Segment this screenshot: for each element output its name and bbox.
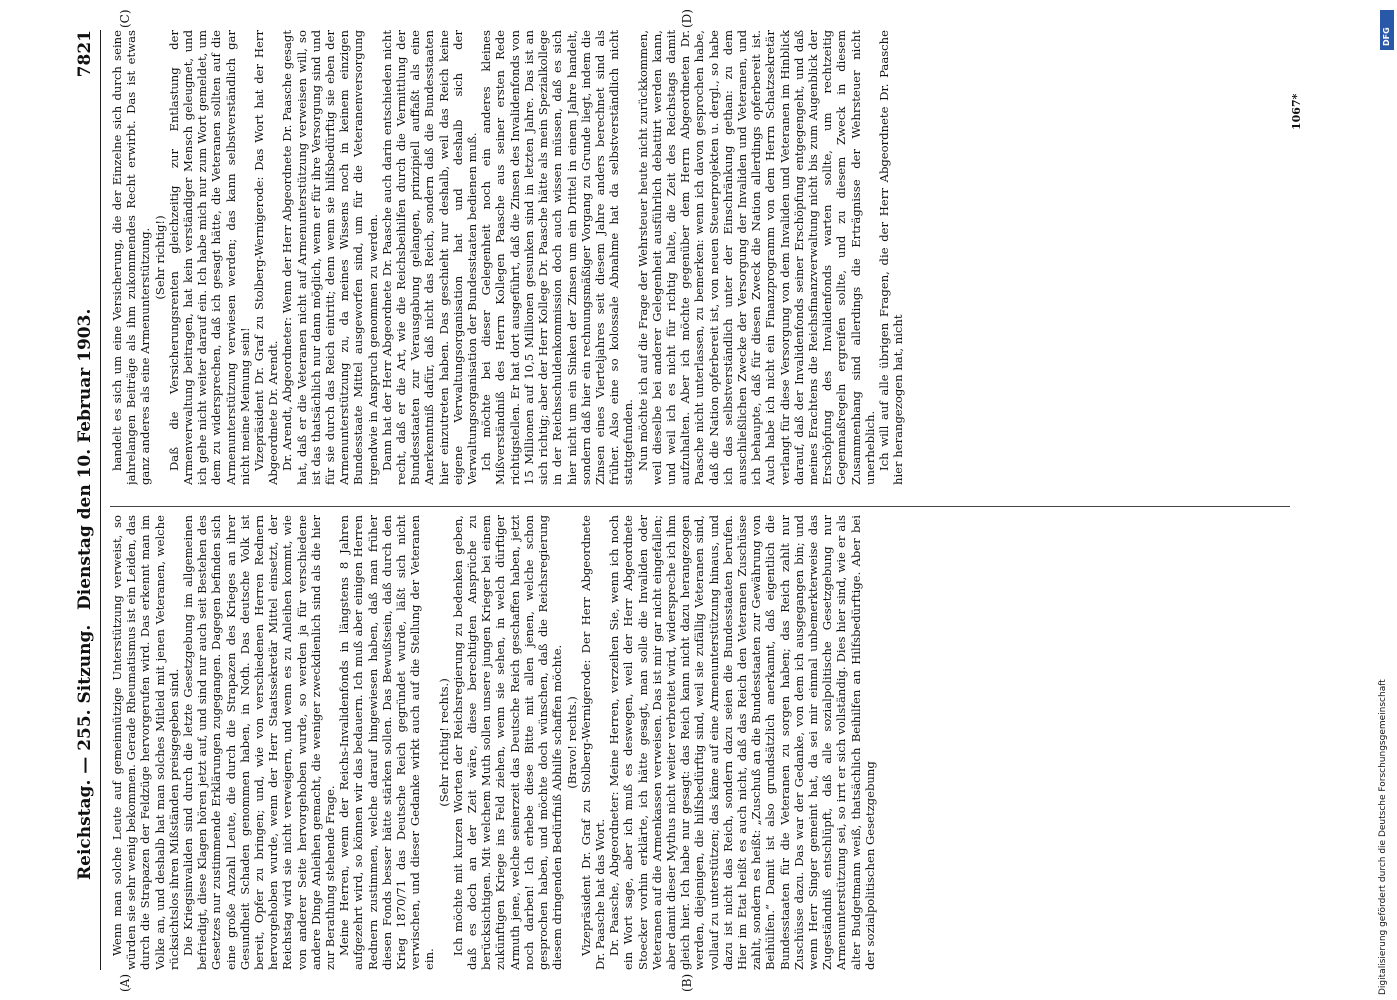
- paragraph: Ich will auf alle übrigen Fragen, die der Herr Abgeordnete Dr. Paasche hier herangezogen hat, nicht: [876, 30, 906, 485]
- margin-marker-d: (D): [680, 9, 694, 28]
- paragraph: Ich möchte bei dieser Gelegenheit noch ein anderes kleines Mißverständniß des Herrn Kollegen Paasche aus seiner ersten Rede richtigstellen. Er hat dort ausgeführt, daß die Zinsen des Invalidenfonds von 15 Millionen auf 10,5 Millionen gesunken sind in letzten Jahre. Das ist an sich richtig; aber der Herr Kollege Dr. Paasche hätte als mein Spezialkollege in der Reichsschuldenkommission doch auch wissen müssen, daß es sich hier nicht um ein Sinken der Zinsen um ein Drittel in einem Jahre handelt, sondern daß hier ein rechnungsmäßiger Vorgang zu Grunde liegt, indem die Zinsen eines Vierteljahres seit diesem Jahre anders berechnet sind als früher. Also eine so kolossale Abnahme hat da selbstverständlich nicht stattgefunden.: [479, 30, 636, 485]
- paragraph: Dr. Arendt, Abgeordneter: Wenn der Herr Abgeordnete Dr. Paasche gesagt hat, daß er die Veteranen nicht auf Armenunterstützung verweisen will, so ist das thatsächlich nur dann möglich, wenn er für ihre Versorgung sind und für sie durch das Reich eintritt; denn wenn sie hilfsbedürftig sie eben der Armenunterstützung zu, da meines Wissens noch in keinem einzigen Bundesstaate Mittel ausgeworfen sind, um für die Veteranenversorgung irgendwie in Anspruch genommen zu werden.: [280, 30, 380, 485]
- margin-marker-a: (A): [118, 973, 132, 992]
- paragraph: (Sehr richtig!): [152, 215, 167, 300]
- right-column: [110, 30, 1290, 485]
- paragraph: Vizepräsident Dr. Graf zu Stolberg-Wernigerode: Der Herr Abgeordnete Dr. Paasche hat das Wort.: [578, 515, 607, 970]
- left-column: [110, 515, 1290, 970]
- paragraph: Nun möchte ich auf die Frage der Wehrsteuer heute nicht zurückkommen, weil dieselbe bei anderer Gelegenheit ausführlich debattirt werden kann, und weil ich es nicht für richtig halte, die Zeit des Reichstags damit aufzuhalten. Aber ich möchte gegenüber dem Herrn Abgeordneten Dr. Paasche nicht unterlassen, zu bemerken: wenn ich davon gesprochen habe, daß die Nation opferbereit ist, von neuen Steuerprojekten u. dergl., so habe ich das selbstverständlich unter der Einschränkung gethan: zu dem ausschließlichen Zwecke der Versorgung der Invaliden und Veteranen, und ich behaupte, daß für diesen Zweck die Nation allerdings opferbereit ist. Auch habe ich nicht ein Finanzprogramm von dem Herrn Schatzsekretär verlangt für diese Versorgung von dem Invaliden und Veteranen im Hinblick darauf, daß der Invalidenfonds seiner Erschöpfung entgegengeht, und daß meines Erachtens die Reichsfinanzverwaltung nicht bis zum Augenblick der Erschöpfung des Invalidenfonds warten sollte, um rechtzeitig Gegenmaßregeln ergreifen sollte, und zu diesem Zweck in diesem Zusammenhang sind allerdings die Erträgnisse der Wehrsteuer nicht unerheblich.: [635, 30, 877, 485]
- page-number: 7821: [75, 30, 95, 78]
- header-rule: [100, 30, 101, 970]
- paragraph: (Sehr richtig! rechts.): [436, 678, 451, 807]
- paragraph: Die Kriegsinvaliden sind durch die letzte Gesetzgebung im allgemeinen befriedigt, diese Klagen hören jetzt auf, und sind nur auch seit Bestehen des Gesetzes nur zustimmende Erklärungen zugegangen. Dagegen befinden sich eine große Anzahl Leute, die durch die Strapazen des Krieges an ihrer Gesundheit Schaden genommen haben, in Noth. Das deutsche Volk ist bereit, Opfer zu bringen; und, wie von verschiedenen Herren Rednern hervorgehoben wurde, wenn der Herr Staatssekretär Mittel einsetzt, der Reichstag wird sie nicht verweigern, und wenn es zu Anleihen kommt, wie von anderer Seite hervorgehoben wurde, so werden ja für verschiedene andere Dinge Anleihen gemacht, die weniger zweckdienlich sind als die hier zur Berathung stehende Frage.: [181, 515, 338, 970]
- paragraph: Dr. Paasche, Abgeordneter: Meine Herren, verzeihen Sie, wenn ich noch ein Wort sage, aber ich muß es deswegen, weil der Herr Abgeordnete Stoecker vorhin erklärte, ich hätte gesagt, man solle die Invaliden oder Veteranen auf die Armenkassen verweisen. Das ist mir gar nicht eingefallen; aber damit dieser Mythus nicht weiter verbreitet wird, widerspreche ich ihm gleich hier. Ich habe nur gesagt: das Reich kann nicht dazu herangezogen werden, diejenigen, die hilfsbedürftig sind, weil sie zufällig Veteranen sind, vollauf zu unterstützen; das käme auf eine Armenunterstützung hinaus, und dazu ist nicht das Reich, sondern dazu seien die Bundesstaaten berufen. Hier im Etat heißt es auch nicht, daß das Reich den Veteranen Zuschüsse zahlt, sondern es heißt: „Zuschuß an die Bundesstaaten zur Gewährung von Beihülfen.“ Damit ist also grundsätzlich anerkannt, daß eigentlich die Bundesstaaten für die Veteranen zu sorgen haben; das Reich zahlt nur Zuschüsse dazu. Das war der Gedanke, von dem ich ausgegangen bin; und wenn Herr Singer gemeint hat, da sei mir einmal unbemerkterweise das Zugeständniß entschlüpft, daß alle sozialpolitische Gesetzgebung nur Armenunterstützung sei, so irrt er sich vollständig. Dies hier sind, wie er als alter Budgetmann weiß, thatsächlich Beihilfen an Hilfsbedürftige. Aber bei der sozialpolitischen Gesetzgebung: [607, 515, 877, 970]
- paragraph: Daß die Versicherungsrenten gleichzeitig zur Entlastung der Armenverwaltung beitragen, hat kein verständiger Mensch geleugnet, und ich gehe nicht weiter darauf ein. Ich habe mich nur zum Wort gemeldet, um dem zu widersprechen, daß ich gesagt hätte, die Veteranen sollten auf die Armenunterstützung verwiesen werden; das kann selbstverständlich gar nicht meine Meinung sein!: [166, 30, 252, 485]
- signature-mark: 1067*: [1290, 93, 1303, 130]
- header-date: Dienstag den 10. Februar 1903.: [75, 308, 95, 610]
- paragraph: (Bravo! rechts.): [564, 696, 579, 789]
- column-divider: [110, 506, 1290, 507]
- digitization-credit: Digitalisierung gefördert durch die Deutsche Forschungsgemeinschaft: [1378, 679, 1388, 995]
- paragraph: Vizepräsident Dr. Graf zu Stolberg-Wernigerode: Das Wort hat der Herr Abgeordnete Dr. Arendt.: [252, 30, 281, 485]
- paragraph: Dann hat der Herr Abgeordnete Dr. Paasche auch darin entschieden nicht recht, daß er die Art, wie die Reichsbeihilfen durch die Vermittlung der Bundesstaaten zur Verausgabung gelangen, prinzipiell auffaßt als eine Anerkenntniß dafür, daß nicht das Reich, sondern daß die Bundesstaaten hier einzutreten haben. Das geschieht nur deshalb, weil das Reich keine eigene Verwaltungsorganisation hat und deshalb sich der Verwaltungsorganisation der Bundesstaaten bedienen muß.: [379, 30, 480, 485]
- paragraph: Meine Herren, wenn der Reichs-Invalidenfonds in längstens 8 Jahren aufgezehrt wird, so können wir das bedauern. Ich muß aber einigen Herren Rednern zustimmen, welche darauf hingewiesen haben, daß man früher diesen Fonds besser hätte stärken sollen. Das Bewußtsein, daß durch den Krieg 1870/71 das Deutsche Reich gegründet wurde, läßt sich nicht verwischen, und dieser Gedanke wirkt auch auf die Stellung der Veteranen ein.: [337, 515, 437, 970]
- header-left: Reichstag. — 255. Sitzung.: [75, 624, 95, 880]
- margin-marker-b: (B): [680, 973, 694, 992]
- paragraph: handelt es sich um eine Versicherung, die der Einzelne sich durch seine jahrelangen Beiträge als ihm zukommendes Recht erwirbt. Das ist etwas ganz anderes als eine Armenunterstützung.: [110, 30, 153, 485]
- margin-marker-c: (C): [118, 9, 132, 28]
- dfg-logo: DFG: [1380, 10, 1394, 50]
- paragraph: Ich möchte mit kurzen Worten der Reichsregierung zu bedenken geben, daß es doch an der Zeit wäre, diese berechtigten Ansprüche zu berücksichtigen. Mit welchem Muth sollen unsere jungen Krieger bei einem zukünftigen Kriege ins Feld ziehen, wenn sie sehen, in welch dürftiger Armuth jene, welche seinerzeit das Deutsche Reich geschaffen haben, jetzt noch darben! Ich erhebe diese Bitte mit allen jenen, welche schon gesprochen haben, und möchte doch wünschen, daß die Reichsregierung diesem dringenden Bedürfniß Abhilfe schaffen möchte.: [450, 515, 565, 970]
- paragraph: Wenn man solche Leute auf gemeinnützige Unterstützung verweist, so würden sie sehr wenig bekommen. Gerade Rheumatismus ist ein Leiden, das durch die Strapazen der Feldzüge hervorgerufen wird. Das erkennt man im Volke an, und deshalb hat man solches Mitleid mit jenen Veteranen, welche rücksichtslos ihren Mißständen preisgegeben sind.: [110, 515, 181, 970]
